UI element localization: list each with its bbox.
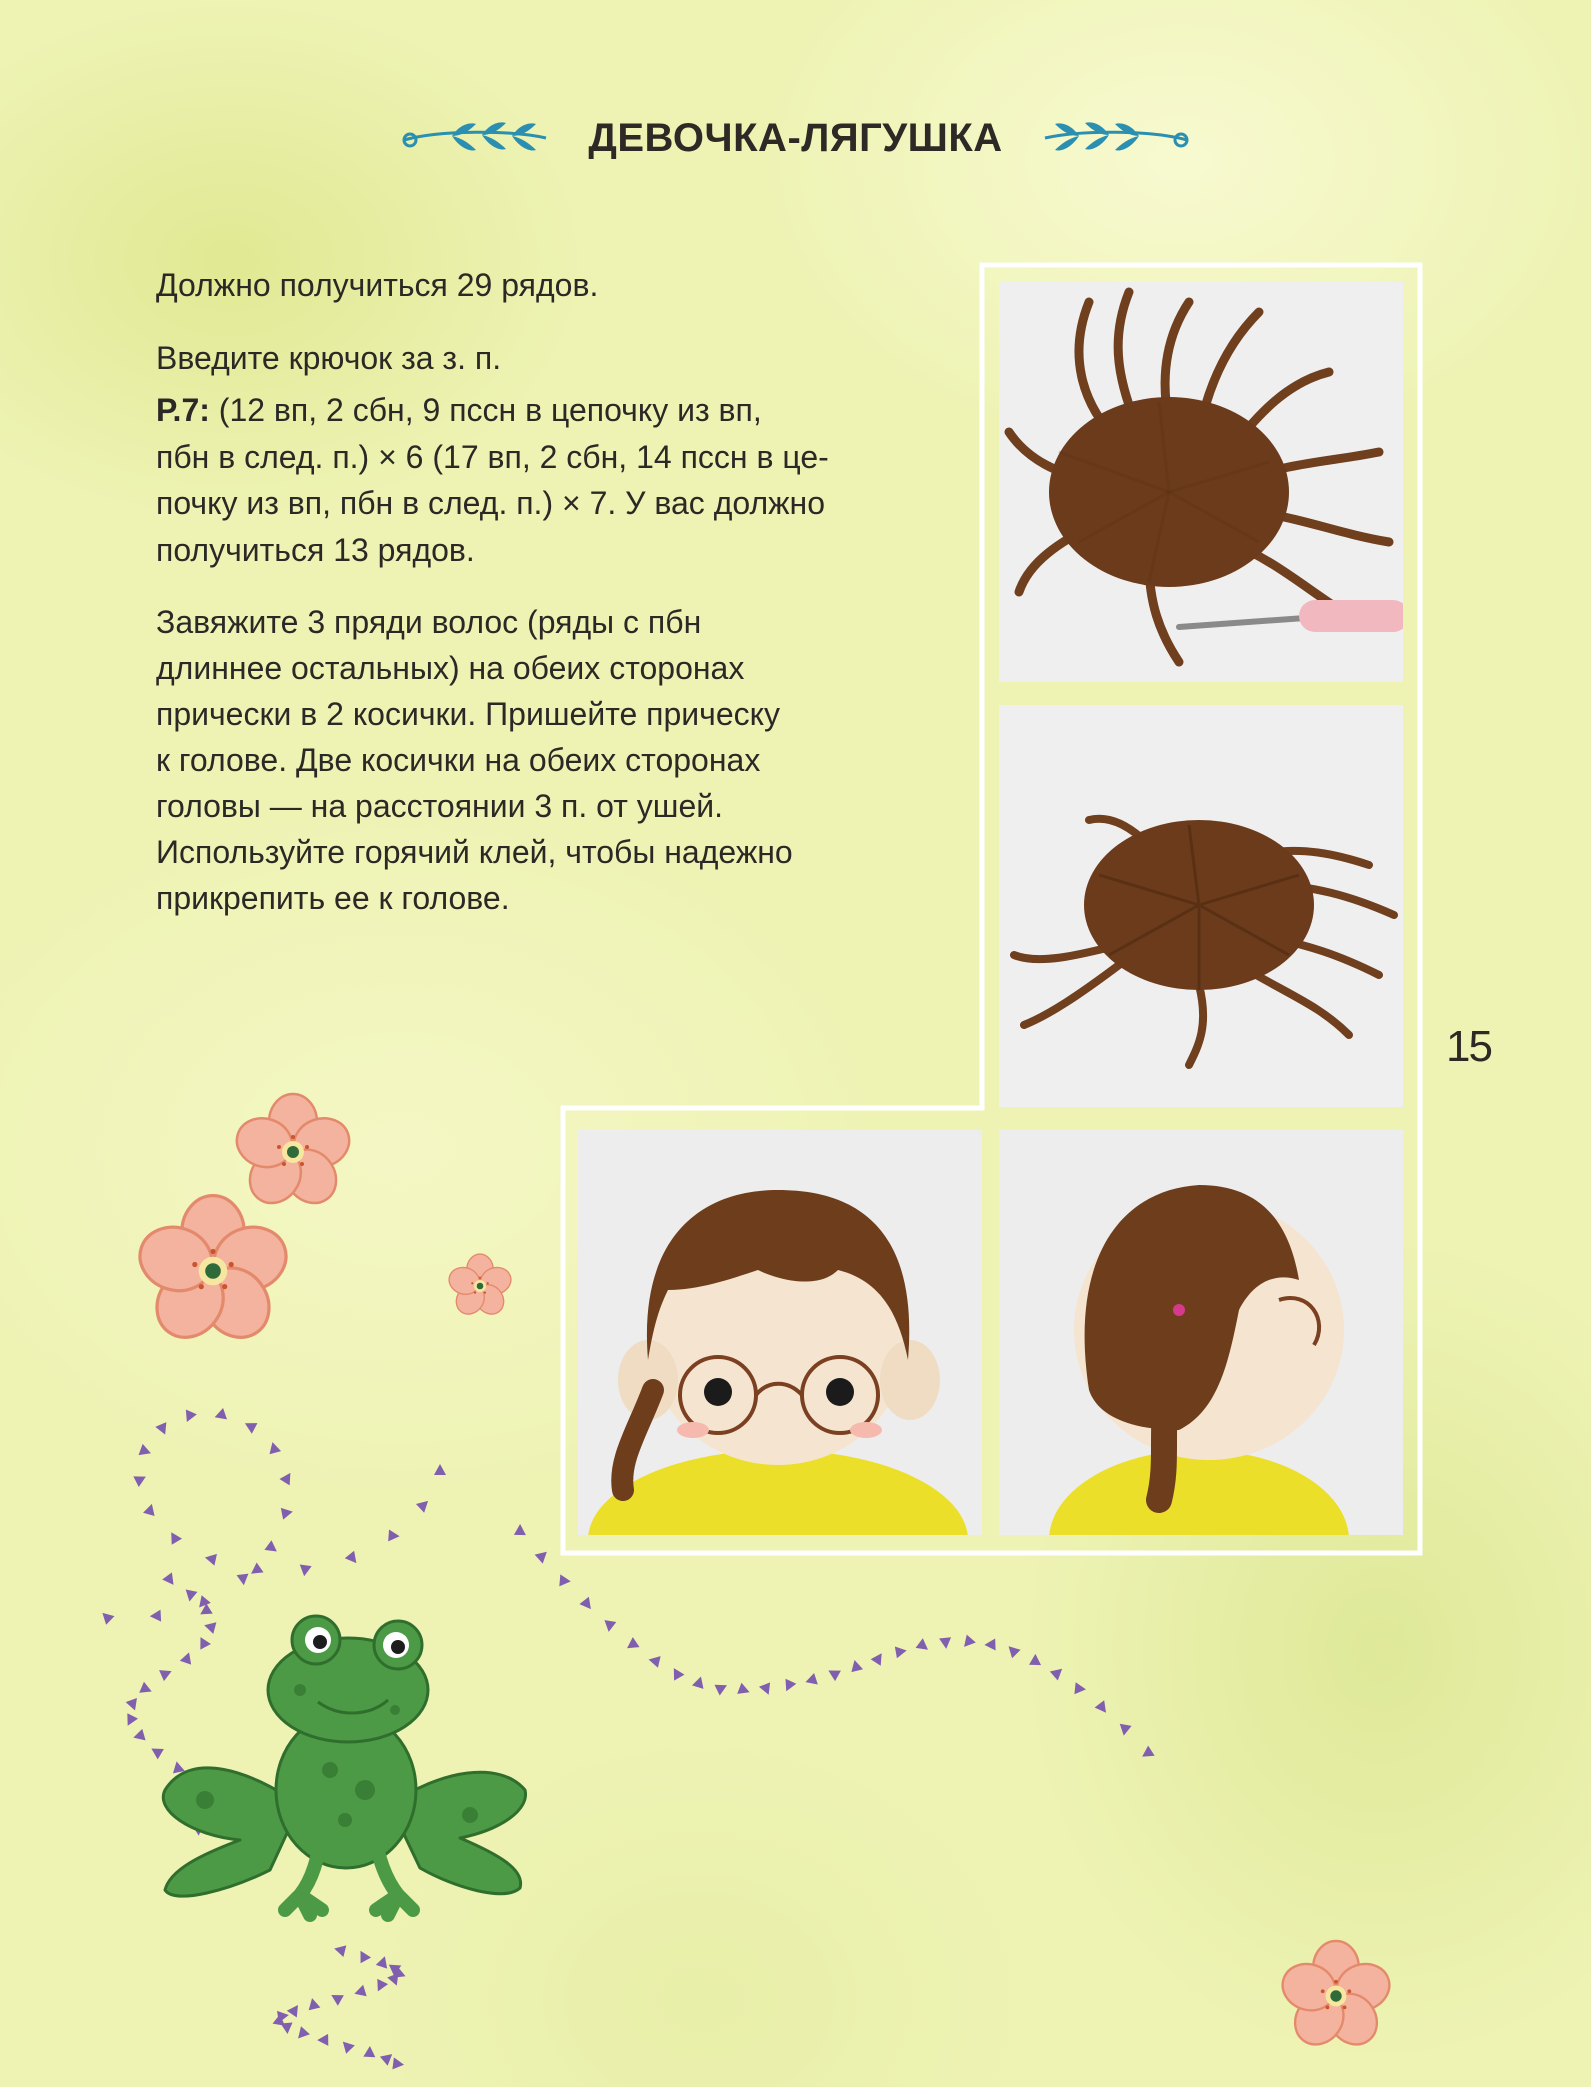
trail-dot: [171, 1760, 185, 1773]
trail-dot: [669, 1665, 685, 1681]
trail-dot: [392, 2057, 404, 2070]
trail-dot: [294, 2026, 310, 2042]
trail-dot: [1004, 1642, 1020, 1658]
trail-dot: [195, 1634, 211, 1649]
trail-dot: [714, 1680, 729, 1696]
trail-dot: [264, 1540, 280, 1556]
text-line: головы — на расстоянии 3 п. от ушей.: [156, 788, 724, 824]
trail-dot: [1074, 1682, 1086, 1695]
trail-dot: [148, 1743, 164, 1759]
text-line: (12 вп, 2 сбн, 9 пссн в цепочку из вп,: [209, 392, 762, 428]
leaf-branch-icon: [1041, 118, 1191, 158]
trail-dot: [825, 1665, 840, 1681]
title-row: [0, 108, 1591, 168]
frog-icon: [163, 1616, 525, 1915]
trail-dot: [203, 1619, 217, 1633]
trail-dot: [939, 1637, 952, 1649]
trail-dot: [355, 1948, 371, 1963]
trail-dot: [1139, 1746, 1155, 1762]
text-line: почку из вп, пбн в след. п.) × 7. У вас должно: [156, 485, 825, 521]
doll-head-front-photo: [578, 1130, 982, 1535]
trail-dot: [162, 1572, 178, 1588]
trail-dot: [298, 1565, 311, 1578]
trail-dot: [804, 1673, 818, 1688]
trail-dot: [242, 1418, 257, 1434]
trail-dot: [559, 1574, 571, 1587]
paragraph: Введите крючок за з. п.: [156, 339, 502, 376]
flower-icon: [230, 1094, 355, 1213]
trail-dot: [514, 1524, 526, 1535]
paragraph: [156, 599, 946, 921]
trail-dot: [333, 1943, 347, 1957]
trail-dot: [180, 1650, 195, 1664]
trail-dot: [184, 1590, 198, 1603]
trail-dot: [143, 1502, 158, 1516]
trail-dot: [759, 1682, 774, 1697]
flower-icon: [132, 1196, 295, 1351]
crochet-hair-with-hook-photo: [999, 282, 1403, 682]
text-line: длиннее остальных) на обеих сторонах: [156, 650, 745, 686]
trail-dot: [353, 1985, 367, 2000]
trail-dot: [434, 1464, 446, 1475]
trail-dot: [122, 1713, 138, 1728]
trail-dot: [737, 1683, 752, 1698]
trail-dot: [213, 1408, 227, 1423]
flower-icon: [1277, 1941, 1396, 2087]
trail-dot: [388, 1529, 400, 1542]
crochet-hair-piece-photo: [999, 705, 1403, 1107]
leaf-branch-icon: [400, 118, 550, 158]
trail-dot: [1050, 1664, 1066, 1680]
trail-dot: [197, 1603, 213, 1619]
trail-dot: [624, 1637, 640, 1653]
trail-dot: [181, 1409, 196, 1424]
trail-dot: [781, 1679, 797, 1694]
trail-dot: [376, 1954, 391, 1968]
text-line: пбн в след. п.) × 6 (17 вп, 2 сбн, 14 пссн в це-: [156, 438, 829, 475]
trail-dot: [133, 1471, 148, 1487]
trail-dot: [1029, 1654, 1041, 1665]
trail-dot: [279, 1470, 295, 1486]
row-label: Р.7:: [156, 392, 210, 428]
text-line: к голове. Две косички на обеих сторонах: [156, 742, 761, 778]
trail-dot: [647, 1654, 660, 1668]
trail-dot: [306, 1997, 320, 2010]
trail-dot: [871, 1650, 887, 1666]
instructions-text: [156, 262, 946, 947]
text-line: получиться 13 рядов.: [156, 531, 475, 568]
text-line: Используйте горячий клей, чтобы надежно: [156, 834, 793, 870]
trail-dot: [339, 2038, 355, 2054]
trail-dot: [692, 1675, 707, 1689]
trail-dot: [237, 1574, 250, 1586]
trail-dot: [139, 1444, 153, 1459]
trail-dot: [416, 1497, 432, 1513]
trail-dot: [328, 1990, 344, 2006]
text-line: прикрепить ее к голове.: [156, 880, 510, 916]
text-line: Завяжите 3 пряди волос (ряды с пбн: [156, 604, 702, 640]
trail-dot: [132, 1729, 146, 1744]
trail-dot: [281, 2022, 294, 2034]
trail-dot: [579, 1597, 595, 1613]
page-number: 15: [1446, 1022, 1491, 1071]
trail-dot: [267, 1441, 281, 1455]
trail-dot: [159, 1666, 174, 1681]
trail-dot: [204, 1552, 217, 1566]
trail-dot: [363, 2046, 376, 2058]
trail-dot: [287, 2002, 303, 2018]
trail-dot: [126, 1698, 141, 1712]
trail-dot: [317, 2034, 328, 2046]
trail-dot: [248, 1563, 264, 1579]
doll-head-side-photo: [999, 1130, 1403, 1535]
paragraph: Должно получиться 29 рядов.: [156, 267, 599, 303]
trail-dot: [603, 1620, 617, 1633]
trail-dot: [139, 1682, 154, 1697]
trail-dot: [895, 1645, 908, 1659]
trail-dot: [849, 1659, 863, 1673]
paragraph: [156, 387, 946, 573]
trail-dot: [984, 1639, 995, 1651]
trail-dot: [149, 1610, 161, 1623]
trail-dot: [1118, 1724, 1132, 1737]
trail-dot: [155, 1422, 170, 1437]
trail-dot: [916, 1638, 932, 1654]
trail-dot: [98, 1609, 114, 1625]
trail-dot: [345, 1551, 361, 1567]
flower-icon: [446, 1254, 515, 1319]
trail-dot: [960, 1635, 976, 1651]
trail-dot: [166, 1529, 182, 1545]
text-line: прически в 2 косички. Пришейте прическу: [156, 696, 780, 732]
trail-dot: [535, 1547, 551, 1563]
page-title: ДЕВОЧКА-ЛЯГУШКА: [588, 115, 1003, 160]
trail-dot: [281, 1506, 294, 1520]
trail-dot: [1095, 1700, 1111, 1716]
trail-dot: [372, 1979, 388, 1994]
